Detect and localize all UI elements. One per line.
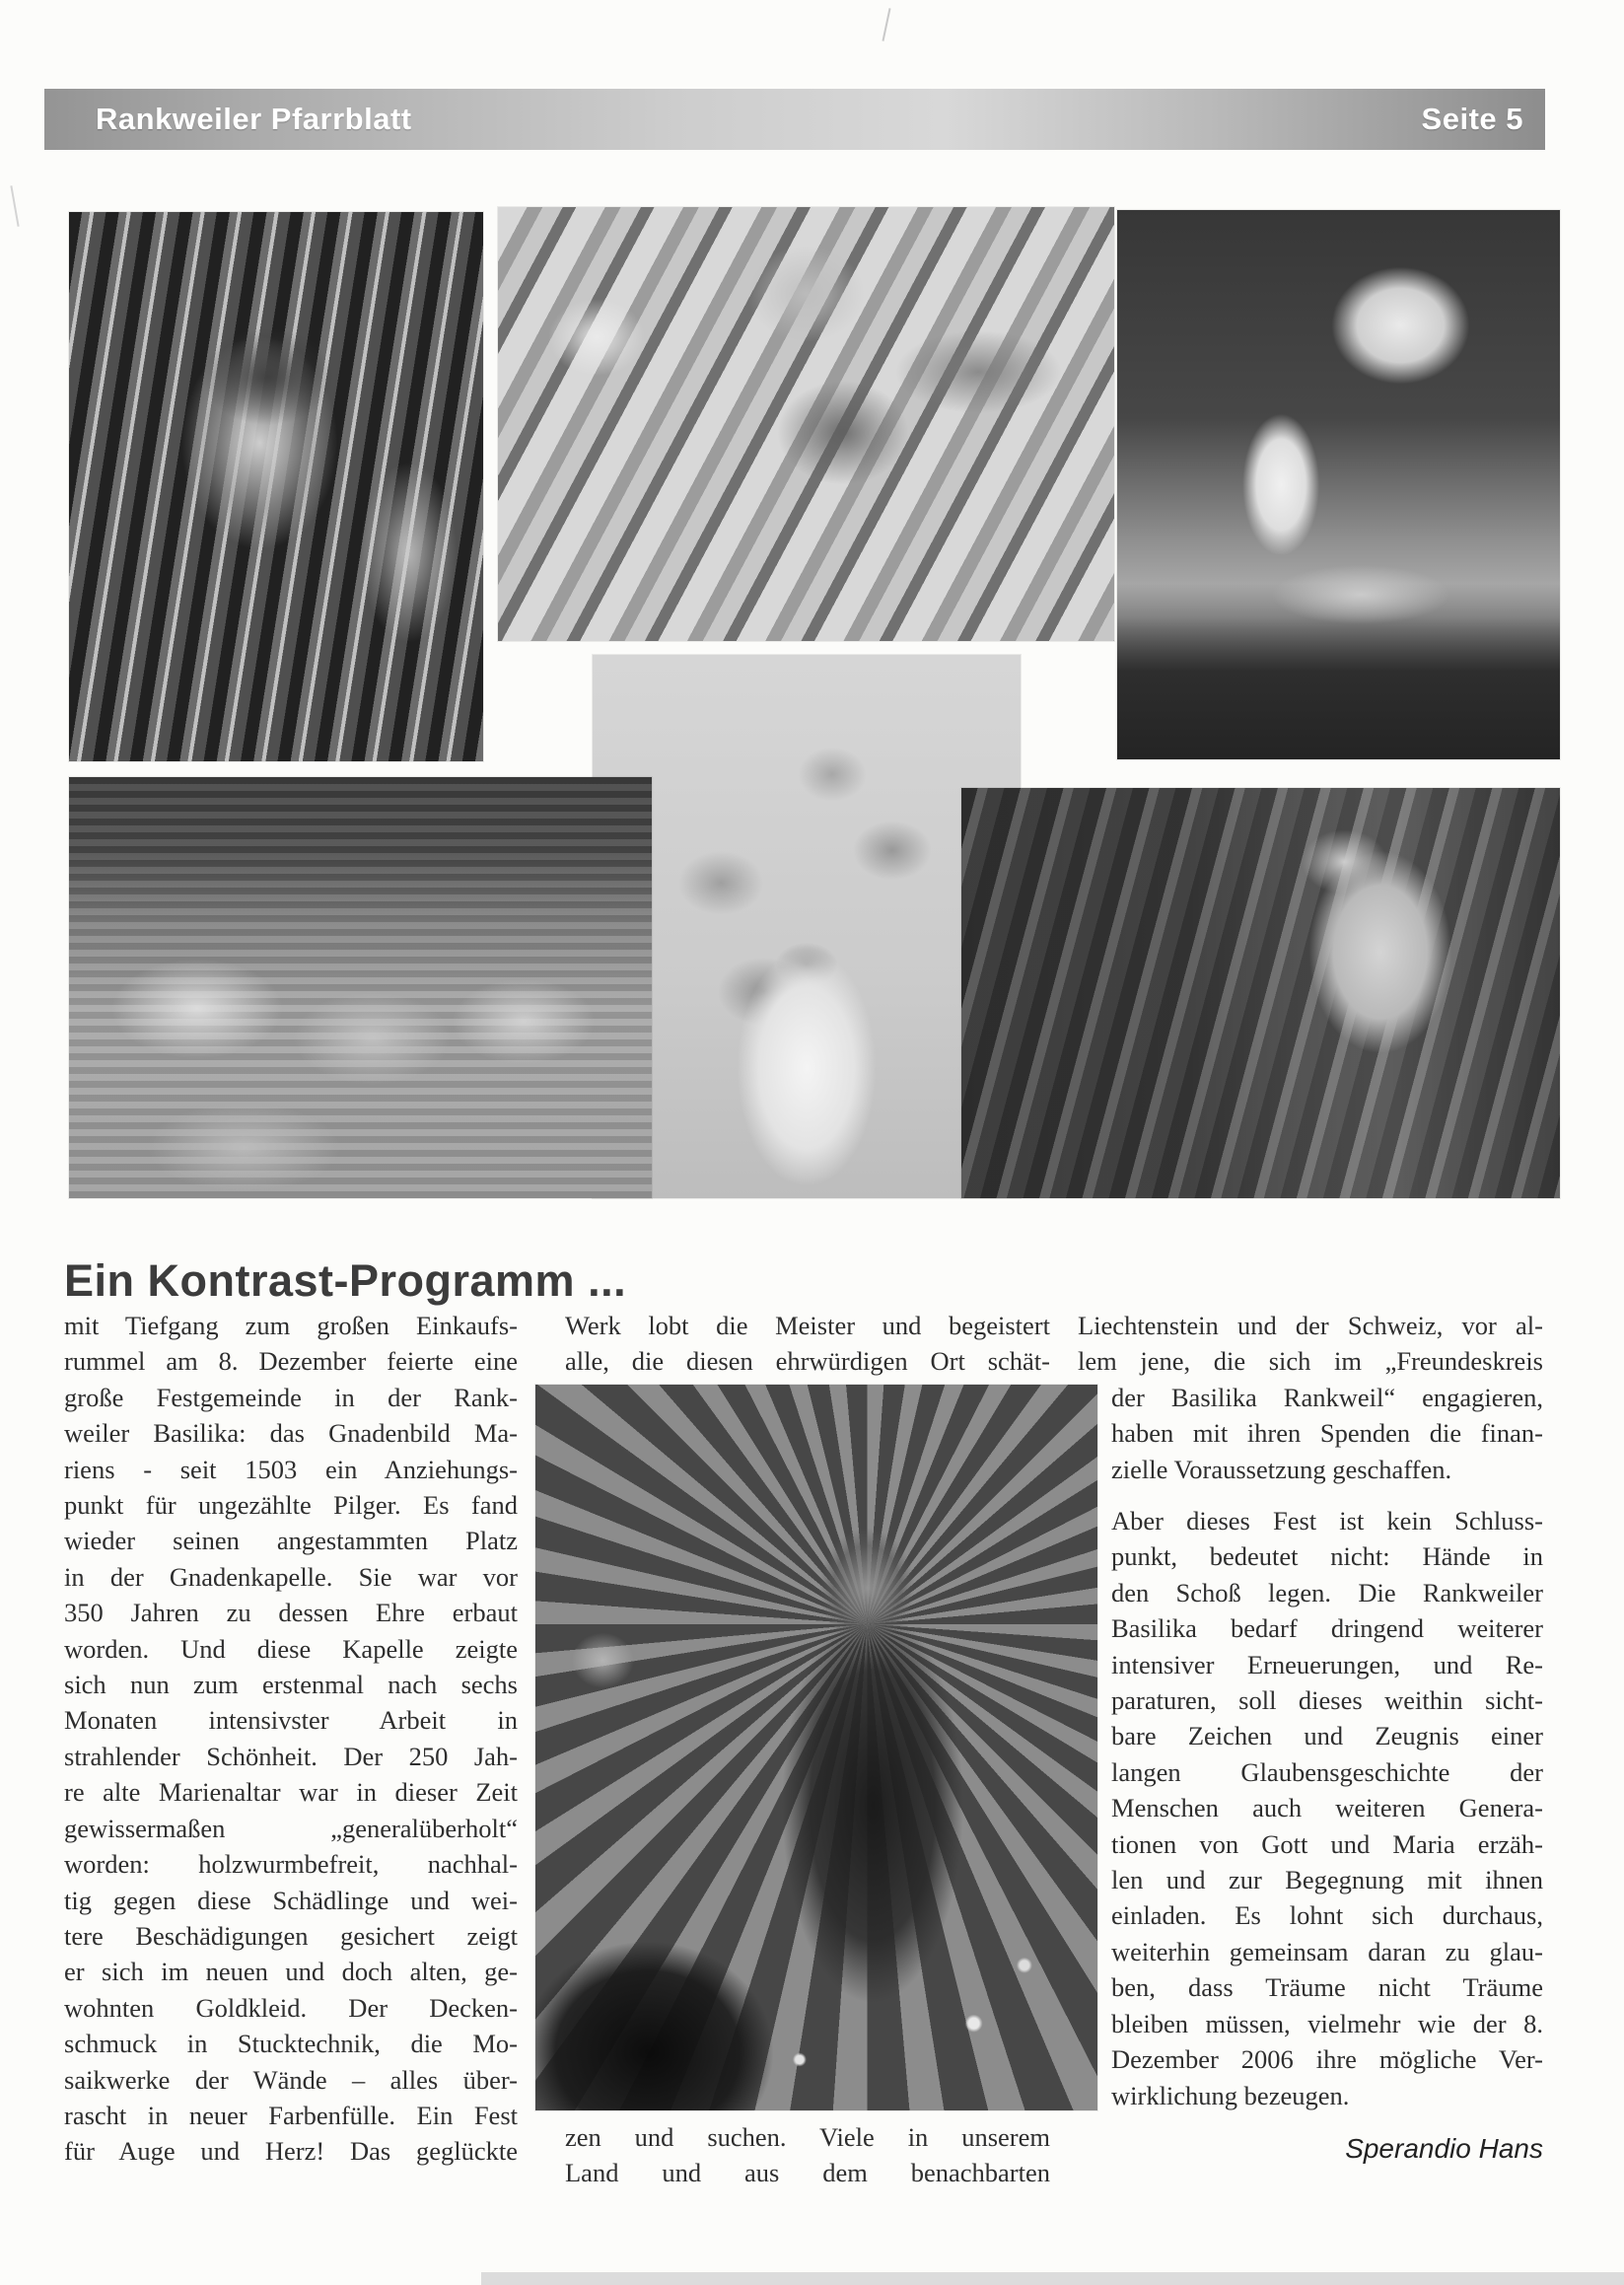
text-line: für Auge und Herz! Das geglückte (64, 2136, 518, 2167)
text-line: worden. Und diese Kapelle zeigte (64, 1633, 518, 1664)
text-line: Dezember 2006 ihre mögliche Ver- (1111, 2044, 1543, 2075)
text-line: punkt, bedeutet nicht: Hände in (1111, 1541, 1543, 1572)
text-line: riens - seit 1503 ein Anziehungs- (64, 1454, 518, 1484)
article-column-2-bottom (565, 2119, 1050, 2191)
text-line: er sich im neuen und doch alten, ge- (64, 1957, 518, 1987)
text-line: gewissermaßen „generalüberholt“ (64, 1813, 518, 1843)
photo-madonna-altar (535, 1385, 1097, 2110)
text-line: worden: holzwurmbefreit, nachhal- (64, 1849, 518, 1880)
text-line: tig gegen diese Schädlinge und wei- (64, 1885, 518, 1915)
text-line: wieder seinen angestammten Platz (64, 1526, 518, 1556)
text-line: bleiben müssen, vielmehr wie der 8. (1111, 2008, 1543, 2038)
text-line: Werk lobt die Meister und begeistert (565, 1311, 1050, 1340)
text-line: zielle Voraussetzung geschaffen. (1111, 1454, 1452, 1484)
text-line: sich nun zum erstenmal nach sechs (64, 1670, 518, 1700)
text-line: wohnten Goldkleid. Der Decken- (64, 1992, 518, 2023)
photo-baskets-with-tools (69, 777, 652, 1198)
text-line: tere Beschädigungen gesichert zeigt (64, 1920, 518, 1951)
text-line: Liechtenstein und der Schweiz, vor al- (1078, 1311, 1543, 1340)
scan-artifact-slash (882, 8, 890, 41)
text-line: paraturen, soll dieses weithin sicht- (1111, 1685, 1543, 1716)
bottom-scan-strip (481, 2272, 1624, 2285)
text-line: zen und suchen. Viele in unserem (565, 2122, 1050, 2152)
text-line: ben, dass Träume nicht Träume (1111, 1972, 1543, 2003)
text-line: rascht in neuer Farbenfülle. Ein Fest (64, 2100, 518, 2130)
article-headline: Ein Kontrast-Programm ... (64, 1255, 627, 1307)
text-line: Land und aus dem benachbarten (565, 2158, 1050, 2188)
text-line: den Schoß legen. Die Rankweiler (1111, 1577, 1543, 1607)
text-line: Basilika bedarf dringend weiterer (1111, 1613, 1543, 1644)
text-line: weiler Basilika: das Gnadenbild Ma- (64, 1418, 518, 1449)
text-line: wirklichung bezeugen. (1111, 2080, 1350, 2110)
text-line: mit Tiefgang zum großen Einkaufs- (64, 1311, 518, 1340)
text-line: bare Zeichen und Zeugnis einer (1111, 1721, 1543, 1751)
photo-woman-restorer (1117, 210, 1560, 759)
text-line: re alte Marienaltar war in dieser Zeit (64, 1777, 518, 1808)
article-column-2-top (565, 1308, 1050, 1380)
text-line: weiterhin gemeinsam daran zu glau- (1111, 1936, 1543, 1966)
text-line: tionen von Gott und Maria erzäh- (1111, 1828, 1543, 1859)
photo-organ-pipes-angel (69, 212, 483, 761)
article-column-1 (64, 1308, 518, 2170)
photo-stucco-flower-vase (593, 655, 1021, 1198)
text-line: der Basilika Rankweil“ engagieren, (1111, 1382, 1543, 1412)
text-line: langen Glaubensgeschichte der (1111, 1756, 1543, 1787)
page-header-bar (44, 89, 1545, 150)
text-line: alle, die diesen ehrwürdigen Ort schät- (565, 1346, 1050, 1377)
text-line: große Festgemeinde in der Rank- (64, 1382, 518, 1412)
text-line: len und zur Begegnung mit ihnen (1111, 1865, 1543, 1895)
article-column-3-paragraph-2 (1078, 1503, 1543, 2113)
text-line: Menschen auch weiteren Genera- (1111, 1793, 1543, 1823)
text-line: strahlender Schönheit. Der 250 Jah- (64, 1741, 518, 1771)
text-line: 350 Jahren zu dessen Ehre erbaut (64, 1598, 518, 1628)
text-line: saikwerke der Wände – alles über- (64, 2064, 518, 2095)
text-line: einladen. Es lohnt sich durchaus, (1111, 1900, 1543, 1931)
text-line: schmuck in Stucktechnik, die Mo- (64, 2029, 518, 2059)
newsletter-title: Rankweiler Pfarrblatt (96, 102, 412, 136)
author-byline: Sperandio Hans (1345, 2133, 1543, 2164)
article-column-3-paragraph-1 (1078, 1308, 1543, 1487)
text-line: Monaten intensivster Arbeit in (64, 1705, 518, 1736)
photo-putti-garland-cornice (498, 207, 1114, 641)
text-line: rummel am 8. Dezember feierte eine (64, 1346, 518, 1377)
text-line: intensiver Erneuerungen, und Re- (1111, 1649, 1543, 1679)
text-line: haben mit ihren Spenden die finan- (1111, 1418, 1543, 1449)
text-line: in der Gnadenkapelle. Sie war vor (64, 1561, 518, 1592)
scan-artifact-mark (10, 185, 19, 227)
photo-restorer-at-altar (961, 788, 1560, 1198)
page-number-label: Seite 5 (1421, 102, 1523, 136)
text-line: Aber dieses Fest ist kein Schluss- (1111, 1506, 1543, 1535)
text-line: punkt für ungezählte Pilger. Es fand (64, 1490, 518, 1521)
text-line: lem jene, die sich im „Freundeskreis (1078, 1346, 1543, 1377)
